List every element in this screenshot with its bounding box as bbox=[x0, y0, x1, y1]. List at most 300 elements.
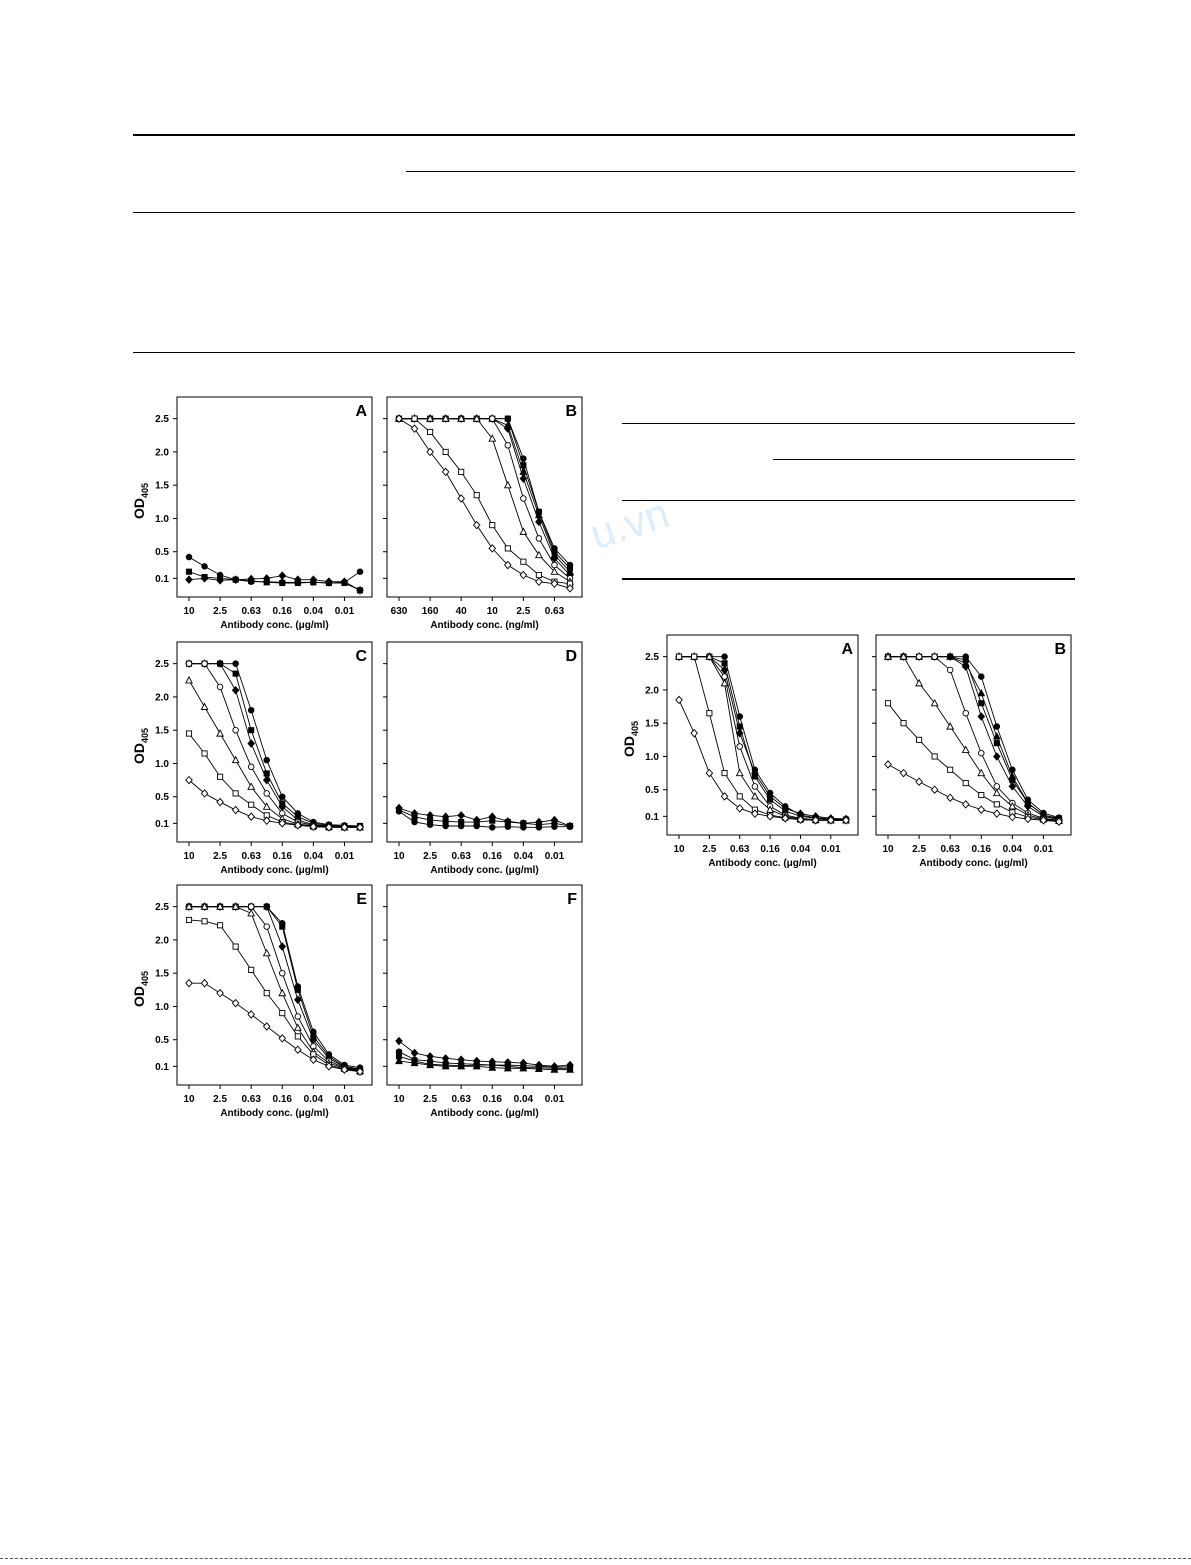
x-tick-label: 10 bbox=[183, 606, 195, 617]
x-tick-label: 0.63 bbox=[241, 606, 261, 617]
data-point bbox=[963, 801, 969, 808]
data-point bbox=[963, 780, 968, 785]
data-point bbox=[536, 572, 541, 577]
data-point bbox=[264, 950, 270, 956]
chart-svg bbox=[386, 392, 584, 630]
data-point bbox=[978, 750, 984, 756]
table-subheader-rule bbox=[406, 171, 1075, 172]
x-tick-label: 0.04 bbox=[513, 851, 534, 862]
series-line-filled-circle bbox=[679, 657, 846, 819]
plot-frame bbox=[876, 635, 1071, 835]
data-point bbox=[978, 674, 984, 680]
table-bottom-rule bbox=[133, 352, 1075, 353]
x-tick-label: 0.01 bbox=[821, 844, 841, 855]
x-tick-label: 0.01 bbox=[1033, 844, 1054, 855]
data-point bbox=[295, 1034, 300, 1039]
x-tick-label: 0.01 bbox=[334, 606, 355, 617]
data-point bbox=[249, 967, 254, 972]
data-point bbox=[248, 813, 254, 820]
data-point bbox=[536, 552, 542, 558]
data-point bbox=[264, 757, 270, 763]
x-axis-label: Antibody conc. (ng/ml) bbox=[430, 620, 539, 631]
x-tick-label: 2.5 bbox=[423, 1094, 438, 1105]
data-point bbox=[994, 753, 1000, 760]
x-tick-label: 0.63 bbox=[451, 851, 471, 862]
data-point bbox=[752, 784, 758, 790]
x-axis-label: Antibody conc. (μg/ml) bbox=[919, 858, 1028, 869]
y-axis-label bbox=[131, 971, 150, 1007]
data-point bbox=[978, 806, 984, 813]
page-bottom-dashed-line bbox=[0, 1558, 1191, 1559]
data-point bbox=[521, 825, 527, 831]
x-axis-label: Antibody conc. (μg/ml) bbox=[430, 865, 539, 876]
series-markers-filled-square bbox=[396, 416, 572, 571]
data-point bbox=[427, 822, 433, 828]
data-point bbox=[722, 661, 727, 666]
data-point bbox=[295, 1014, 301, 1020]
data-point bbox=[552, 562, 558, 568]
data-point bbox=[721, 793, 727, 800]
data-point bbox=[458, 823, 464, 829]
y-tick-label: 1.0 bbox=[155, 1001, 169, 1013]
data-point bbox=[505, 442, 511, 448]
y-axis-label-subscript: 405 bbox=[630, 720, 640, 736]
data-point bbox=[722, 770, 727, 775]
chart-svg bbox=[875, 630, 1073, 869]
data-point bbox=[264, 791, 270, 797]
data-point bbox=[233, 727, 239, 733]
data-point bbox=[885, 761, 891, 768]
series-line-open-circle bbox=[679, 657, 846, 821]
table2-subheader-rule bbox=[773, 459, 1075, 460]
data-point bbox=[280, 1011, 285, 1016]
y-tick-label: 2.5 bbox=[645, 652, 659, 664]
series-line-filled-diamond bbox=[189, 664, 360, 827]
series-markers-open-circle bbox=[676, 654, 849, 823]
data-point bbox=[520, 475, 526, 482]
x-tick-label: 0.04 bbox=[513, 1094, 534, 1105]
y-tick-label: 1.5 bbox=[155, 725, 169, 737]
x-tick-label: 0.16 bbox=[760, 844, 780, 855]
series-line-open-circle bbox=[399, 419, 570, 579]
y-tick-label: 1.5 bbox=[155, 480, 169, 492]
chart-svg bbox=[130, 637, 374, 875]
y-tick-label: 1.5 bbox=[155, 968, 169, 980]
data-point bbox=[186, 731, 191, 736]
x-tick-label: 0.63 bbox=[241, 851, 261, 862]
data-point bbox=[947, 794, 953, 801]
data-point bbox=[411, 425, 417, 432]
x-tick-label: 10 bbox=[183, 1094, 195, 1105]
data-point bbox=[947, 667, 953, 673]
y-axis-label-subscript: 405 bbox=[140, 482, 150, 498]
data-point bbox=[201, 704, 207, 710]
y-tick-label: 2.0 bbox=[155, 935, 169, 947]
series-markers-filled-triangle bbox=[396, 415, 573, 574]
data-point bbox=[186, 677, 192, 683]
data-point bbox=[489, 825, 495, 831]
series-line-open-triangle bbox=[189, 680, 360, 827]
data-point bbox=[737, 805, 743, 812]
panel-letter: A bbox=[355, 403, 367, 420]
x-axis-label: Antibody conc. (μg/ml) bbox=[220, 620, 329, 631]
data-point bbox=[978, 690, 984, 696]
y-tick-label: 0.5 bbox=[155, 547, 169, 559]
data-point bbox=[248, 764, 254, 770]
series-markers-filled-circle bbox=[186, 904, 363, 1071]
x-tick-label: 2.5 bbox=[213, 851, 228, 862]
series-markers-open-diamond bbox=[396, 415, 573, 592]
x-tick-label: 10 bbox=[393, 1094, 405, 1105]
data-point bbox=[536, 825, 542, 831]
data-point bbox=[505, 546, 510, 551]
data-point bbox=[412, 819, 418, 825]
x-axis-label: Antibody conc. (μg/ml) bbox=[430, 1108, 539, 1119]
data-point bbox=[279, 990, 285, 996]
series-line-filled-diamond bbox=[399, 419, 570, 575]
data-point bbox=[931, 786, 937, 793]
x-tick-label: 0.63 bbox=[729, 844, 750, 855]
x-tick-label: 0.63 bbox=[544, 606, 565, 617]
data-point bbox=[248, 707, 254, 713]
data-point bbox=[248, 740, 254, 747]
chart-panel-A2 bbox=[620, 630, 860, 869]
data-point bbox=[233, 671, 238, 676]
y-axis-label bbox=[621, 721, 640, 757]
series-markers-open-triangle bbox=[186, 677, 363, 830]
y-tick-label: 2.5 bbox=[155, 902, 169, 914]
series-markers-filled-square bbox=[186, 569, 362, 593]
chart-svg bbox=[386, 880, 584, 1118]
series-line-open-circle bbox=[189, 664, 360, 828]
data-point bbox=[411, 1049, 417, 1056]
y-tick-label: 0.5 bbox=[645, 785, 659, 797]
data-point bbox=[202, 919, 207, 924]
data-point bbox=[264, 924, 270, 930]
data-point bbox=[722, 654, 728, 660]
chart-panel-F bbox=[386, 880, 584, 1118]
series-line-open-diamond bbox=[679, 700, 846, 820]
data-point bbox=[979, 792, 984, 797]
data-point bbox=[932, 754, 937, 759]
x-tick-label: 160 bbox=[421, 606, 439, 617]
data-point bbox=[752, 793, 758, 799]
x-tick-label: 0.04 bbox=[790, 844, 811, 855]
series-markers-filled-square bbox=[186, 904, 362, 1072]
series-line-filled-circle bbox=[399, 419, 570, 565]
data-point bbox=[458, 495, 464, 502]
table2-bottom-rule bbox=[622, 578, 1075, 580]
x-tick-label: 0.16 bbox=[971, 844, 992, 855]
data-point bbox=[412, 416, 417, 421]
series-line-filled-square bbox=[679, 657, 846, 820]
data-point bbox=[217, 798, 223, 805]
data-point bbox=[737, 770, 743, 776]
data-point bbox=[217, 923, 222, 928]
data-point bbox=[536, 578, 542, 585]
x-tick-label: 0.16 bbox=[272, 1094, 293, 1105]
data-point bbox=[474, 522, 480, 529]
chart-svg bbox=[130, 880, 374, 1118]
data-point bbox=[737, 744, 743, 750]
chart-panel-B2 bbox=[875, 630, 1073, 869]
data-point bbox=[295, 987, 300, 992]
data-point bbox=[217, 990, 223, 997]
x-tick-label: 0.01 bbox=[544, 1094, 565, 1105]
data-point bbox=[443, 823, 449, 829]
data-point bbox=[505, 824, 511, 830]
x-tick-label: 0.63 bbox=[940, 844, 960, 855]
x-tick-label: 2.5 bbox=[912, 844, 927, 855]
data-point bbox=[186, 569, 191, 574]
plot-frame bbox=[177, 642, 372, 842]
data-point bbox=[520, 528, 526, 534]
data-point bbox=[916, 778, 922, 785]
panel-letter: B bbox=[1054, 641, 1066, 658]
data-point bbox=[232, 806, 238, 813]
chart-svg bbox=[386, 637, 584, 875]
series-line-filled-diamond bbox=[399, 1041, 570, 1066]
data-point bbox=[248, 783, 254, 789]
x-tick-label: 0.04 bbox=[303, 851, 324, 862]
data-point bbox=[916, 737, 921, 742]
series-markers-filled-diamond bbox=[396, 415, 573, 579]
data-point bbox=[505, 416, 510, 421]
data-point bbox=[295, 1024, 301, 1030]
data-point bbox=[233, 944, 238, 949]
data-point bbox=[692, 654, 697, 659]
series-markers-open-triangle bbox=[676, 653, 849, 823]
data-point bbox=[295, 1046, 301, 1053]
data-point bbox=[706, 769, 712, 776]
data-point bbox=[248, 904, 254, 910]
data-point bbox=[233, 661, 239, 667]
x-tick-label: 10 bbox=[882, 844, 894, 855]
x-tick-label: 630 bbox=[390, 606, 408, 617]
series-line-filled-circle bbox=[189, 907, 360, 1068]
x-axis-label: Antibody conc. (μg/ml) bbox=[220, 1108, 329, 1119]
data-point bbox=[186, 661, 192, 667]
panel-letter: F bbox=[567, 891, 577, 908]
data-point bbox=[978, 770, 984, 776]
data-point bbox=[217, 684, 223, 690]
x-tick-label: 10 bbox=[486, 606, 498, 617]
x-tick-label: 10 bbox=[393, 851, 405, 862]
data-point bbox=[979, 701, 984, 706]
data-point bbox=[459, 469, 464, 474]
data-point bbox=[280, 580, 285, 585]
data-point bbox=[994, 802, 999, 807]
data-point bbox=[443, 449, 448, 454]
series-markers-open-square bbox=[186, 731, 362, 830]
data-point bbox=[279, 943, 285, 950]
series-markers-filled-diamond bbox=[186, 660, 363, 830]
series-markers-filled-diamond bbox=[676, 653, 849, 823]
data-point bbox=[978, 713, 984, 720]
x-tick-label: 2.5 bbox=[213, 1094, 228, 1105]
series-line-open-circle bbox=[189, 907, 360, 1071]
data-point bbox=[536, 536, 542, 542]
y-tick-label: 0.1 bbox=[155, 573, 169, 585]
data-point bbox=[279, 1035, 285, 1042]
data-point bbox=[737, 794, 742, 799]
data-point bbox=[279, 970, 285, 976]
x-tick-label: 0.01 bbox=[334, 1094, 355, 1105]
y-axis-label bbox=[131, 483, 150, 519]
data-point bbox=[567, 824, 573, 830]
x-tick-label: 0.04 bbox=[1002, 844, 1023, 855]
y-tick-label: 2.0 bbox=[645, 685, 659, 697]
series-line-open-triangle bbox=[189, 907, 360, 1071]
x-tick-label: 2.5 bbox=[516, 606, 531, 617]
data-point bbox=[201, 790, 207, 797]
series-markers-open-diamond bbox=[676, 696, 849, 824]
series-markers-open-square bbox=[676, 654, 848, 823]
data-point bbox=[357, 569, 363, 575]
x-tick-label: 0.63 bbox=[451, 1094, 471, 1105]
y-tick-label: 0.5 bbox=[155, 792, 169, 804]
data-point bbox=[186, 576, 192, 583]
y-tick-label: 0.1 bbox=[155, 1061, 169, 1073]
y-tick-label: 1.0 bbox=[645, 751, 659, 763]
data-point bbox=[186, 554, 192, 560]
x-axis-label: Antibody conc. (μg/ml) bbox=[220, 865, 329, 876]
data-point bbox=[521, 496, 527, 502]
x-tick-label: 0.16 bbox=[482, 1094, 503, 1105]
y-tick-label: 0.1 bbox=[155, 818, 169, 830]
data-point bbox=[707, 711, 712, 716]
data-point bbox=[676, 696, 682, 703]
panel-letter: E bbox=[356, 891, 367, 908]
x-tick-label: 0.04 bbox=[303, 606, 324, 617]
data-point bbox=[994, 724, 1000, 730]
chart-svg bbox=[130, 392, 374, 630]
series-line-filled-square bbox=[399, 419, 570, 569]
data-point bbox=[249, 728, 254, 733]
data-point bbox=[248, 1011, 254, 1018]
x-tick-label: 10 bbox=[183, 851, 195, 862]
series-line-filled-diamond bbox=[189, 907, 360, 1070]
panel-letter: A bbox=[841, 641, 853, 658]
x-tick-label: 2.5 bbox=[423, 851, 438, 862]
data-point bbox=[916, 680, 922, 686]
table-header-rule bbox=[133, 212, 1075, 213]
series-line-filled-circle bbox=[189, 557, 360, 583]
series-line-filled-square bbox=[189, 907, 360, 1069]
data-point bbox=[201, 980, 207, 987]
data-point bbox=[489, 416, 495, 422]
y-axis-label bbox=[131, 728, 150, 764]
series-markers-open-square bbox=[186, 917, 362, 1074]
data-point bbox=[691, 730, 697, 737]
x-tick-label: 2.5 bbox=[702, 844, 717, 855]
data-point bbox=[948, 767, 953, 772]
y-axis-label-main: OD bbox=[131, 986, 147, 1007]
data-point bbox=[458, 812, 464, 819]
x-tick-label: 40 bbox=[455, 606, 467, 617]
y-tick-label: 0.5 bbox=[155, 1035, 169, 1047]
y-tick-label: 2.5 bbox=[155, 414, 169, 426]
y-tick-label: 1.0 bbox=[155, 513, 169, 525]
data-point bbox=[233, 791, 238, 796]
series-line-open-square bbox=[189, 920, 360, 1072]
table-top-rule bbox=[133, 134, 1075, 136]
data-point bbox=[994, 810, 1000, 817]
data-point bbox=[520, 571, 526, 578]
data-point bbox=[248, 910, 254, 916]
data-point bbox=[232, 687, 238, 694]
data-point bbox=[521, 559, 526, 564]
chart-panel-D bbox=[386, 637, 584, 875]
table2-top-rule bbox=[622, 423, 1075, 424]
data-point bbox=[536, 518, 542, 525]
x-tick-label: 0.16 bbox=[272, 851, 293, 862]
y-axis-label-subscript: 405 bbox=[140, 970, 150, 986]
data-point bbox=[552, 824, 558, 830]
data-point bbox=[994, 784, 1000, 790]
data-point bbox=[217, 730, 223, 736]
data-point bbox=[932, 654, 938, 660]
data-point bbox=[885, 701, 890, 706]
chart-svg bbox=[620, 630, 860, 869]
data-point bbox=[186, 980, 192, 987]
series-line-open-diamond bbox=[399, 419, 570, 589]
data-point bbox=[232, 757, 238, 763]
y-tick-label: 2.5 bbox=[155, 659, 169, 671]
data-point bbox=[264, 991, 269, 996]
series-line-open-diamond bbox=[888, 764, 1059, 821]
chart-panel-C bbox=[130, 637, 374, 875]
chart-panel-A bbox=[130, 392, 374, 630]
series-line-filled-circle bbox=[189, 664, 360, 826]
y-tick-label: 2.0 bbox=[155, 447, 169, 459]
chart-panel-B bbox=[386, 392, 584, 630]
y-tick-label: 1.0 bbox=[155, 758, 169, 770]
x-tick-label: 0.16 bbox=[482, 851, 503, 862]
data-point bbox=[474, 823, 480, 829]
series-line-filled-triangle bbox=[399, 419, 570, 572]
data-point bbox=[249, 802, 254, 807]
y-axis-label-main: OD bbox=[621, 736, 637, 757]
data-point bbox=[916, 654, 922, 660]
series-line-filled-diamond bbox=[679, 657, 846, 819]
x-tick-label: 0.04 bbox=[303, 1094, 324, 1105]
data-point bbox=[963, 746, 969, 752]
data-point bbox=[947, 723, 953, 729]
data-point bbox=[202, 661, 208, 667]
data-point bbox=[490, 523, 495, 528]
chart-panel-E bbox=[130, 880, 374, 1118]
panel-letter: C bbox=[355, 648, 367, 665]
x-tick-label: 0.01 bbox=[544, 851, 565, 862]
data-point bbox=[427, 429, 432, 434]
series-markers-filled-circle bbox=[186, 554, 363, 586]
series-markers-open-circle bbox=[186, 661, 363, 830]
series-line-filled-circle bbox=[399, 811, 570, 827]
x-axis-label: Antibody conc. (μg/ml) bbox=[708, 858, 817, 869]
data-point bbox=[396, 809, 402, 815]
data-point bbox=[490, 818, 495, 823]
y-tick-label: 1.5 bbox=[645, 718, 659, 730]
data-point bbox=[186, 917, 191, 922]
data-point bbox=[280, 924, 285, 929]
series-line-filled-square bbox=[888, 657, 1059, 819]
data-point bbox=[217, 774, 222, 779]
data-point bbox=[186, 776, 192, 783]
data-point bbox=[900, 769, 906, 776]
data-point bbox=[396, 1037, 402, 1044]
data-point bbox=[901, 721, 906, 726]
